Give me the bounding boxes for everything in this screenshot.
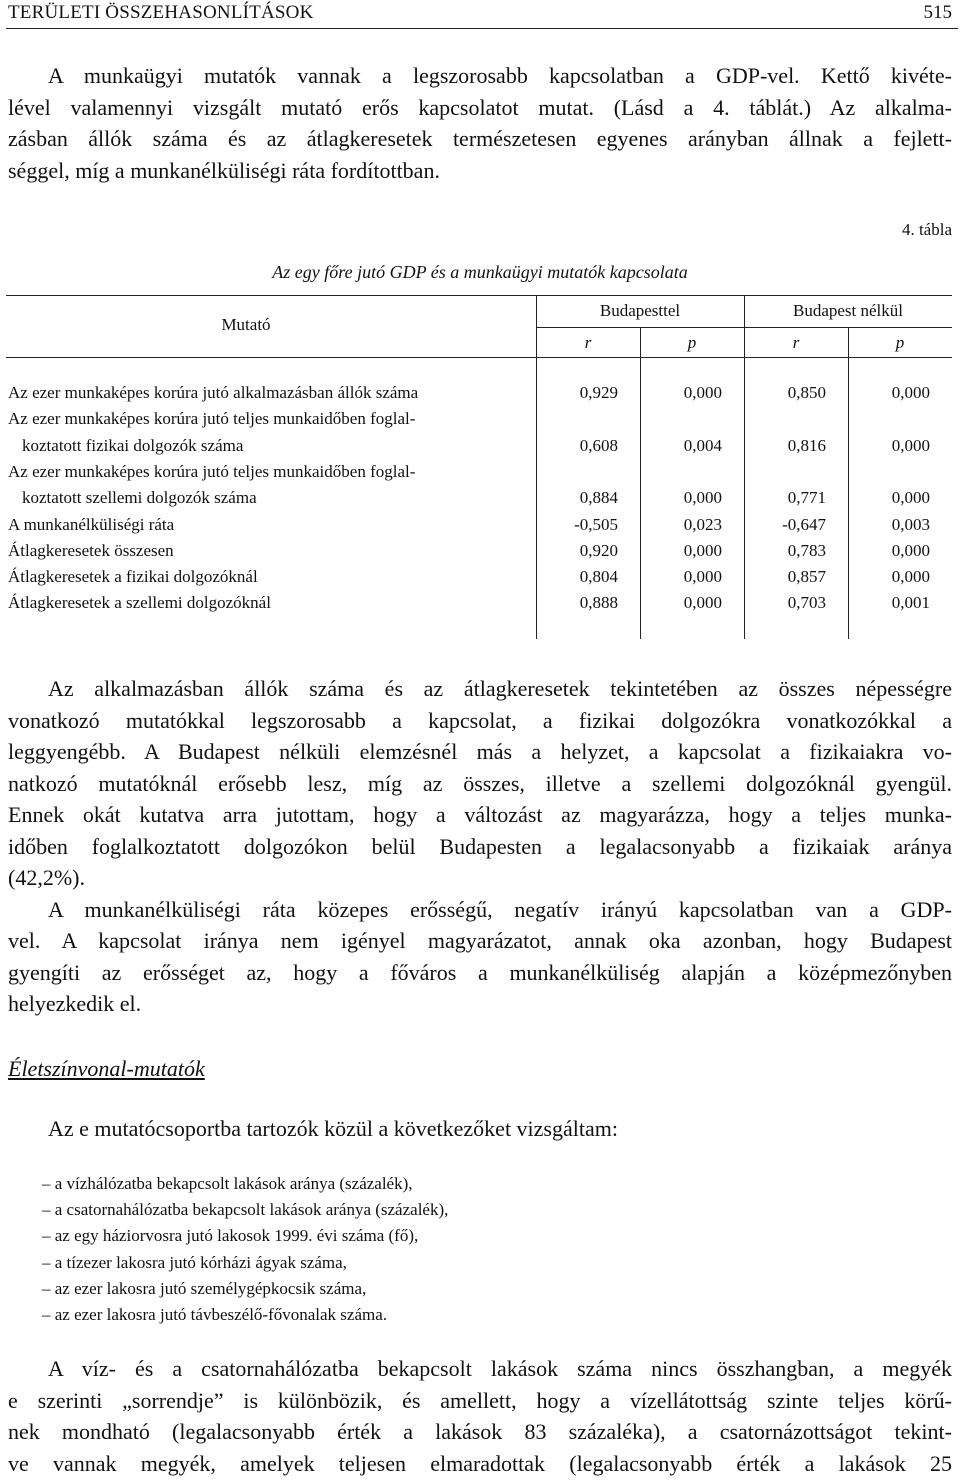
cell-value: 0,783 bbox=[787, 540, 826, 560]
cell-value: 0,001 bbox=[891, 593, 930, 613]
text-line: Az alkalmazásban állók száma és az átlagkeresetek tekintetében az összes népességre bbox=[48, 676, 952, 701]
text-line: leggyengébb. A Budapest nélküli elemzésnél más a helyzet, a kapcsolat a fizikaiakra vo- bbox=[8, 739, 952, 764]
list-item: – a vízhálózatba bekapcsolt lakások aránya (százalék), bbox=[42, 1174, 413, 1193]
row-label: Az ezer munkaképes korúra jutó teljes munkaidőben foglal- bbox=[8, 461, 416, 481]
running-header bbox=[6, 0, 958, 29]
text-line: natkozó mutatóknál erősebb lesz, míg az összes, illetve a szellemi dolgozóknál gyengül. bbox=[8, 770, 952, 796]
cell-value: 0,000 bbox=[891, 540, 930, 560]
list-item: – a csatornahálózatba bekapcsolt lakások aránya (százalék), bbox=[42, 1200, 449, 1220]
row-label: Átlagkeresetek összesen bbox=[8, 540, 174, 560]
header-p: p bbox=[895, 333, 905, 352]
list-item: – az ezer lakosra jutó személygépkocsik száma, bbox=[42, 1278, 367, 1298]
cell-value: 0,884 bbox=[579, 488, 618, 508]
header-r: r bbox=[792, 333, 800, 352]
cell-value: 0,000 bbox=[683, 488, 722, 508]
cell-value: -0,647 bbox=[782, 514, 826, 534]
text-line: lével valamennyi vizsgált mutató erős kapcsolatot mutat. (Lásd a 4. táblát.) Az alkalma- bbox=[8, 94, 952, 120]
cell-value: 0,888 bbox=[579, 593, 618, 613]
text-line: gyengíti az erősséget az, hogy a főváros a munkanélküliség alapján a középmezőnyben bbox=[8, 959, 952, 985]
text-line: A munkanélküliségi ráta közepes erősségű, negatív irányú kapcsolatban van a GDP- bbox=[48, 896, 952, 922]
indicator-list bbox=[42, 1171, 448, 1328]
text-line: Ennek okát kutatva arra jutottam, hogy a változást az magyarázza, hogy a teljes munka- bbox=[8, 802, 952, 827]
cell-value: 0,000 bbox=[683, 540, 722, 560]
row-label: Az ezer munkaképes korúra jutó teljes munkaidőben foglal- bbox=[8, 409, 416, 429]
row-label: Átlagkeresetek a fizikai dolgozóknál bbox=[8, 567, 258, 587]
table-top-rule bbox=[6, 295, 952, 296]
cell-value: -0,505 bbox=[574, 514, 618, 534]
text-line: (42,2%). bbox=[8, 865, 85, 890]
text-line: nek mondható (legalacsonyabb érték a lakások 83 százaléka), a csatornázottságot tekint- bbox=[8, 1419, 952, 1444]
text-line: vel. A kapcsolat iránya nem igényel magyarázatot, annak oka azonban, hogy Budapest bbox=[8, 928, 952, 953]
table-number: 4. tábla bbox=[901, 220, 952, 239]
text-line: időben foglalkoztatott dolgozókon belül Budapesten a legalacsonyabb a fizikaiak aránya bbox=[8, 833, 952, 859]
text-line: A munkaügyi mutatók vannak a legszorosabb kapcsolatban a GDP-vel. Kettő kivéte- bbox=[48, 63, 952, 88]
header-mutato: Mutató bbox=[221, 315, 271, 334]
cell-value: 0,920 bbox=[579, 540, 618, 560]
text-line: zásban állók száma és az átlagkeresetek természetesen egyenes arányban állnak a fejlett- bbox=[8, 126, 952, 151]
table-column-divider bbox=[640, 327, 641, 639]
final-paragraph bbox=[8, 1353, 952, 1479]
row-label: koztatott fizikai dolgozók száma bbox=[22, 435, 244, 455]
text-line: séggel, míg a munkanélküliségi ráta fordítottban. bbox=[8, 157, 440, 183]
cell-value: 0,000 bbox=[891, 567, 930, 587]
cell-value: 0,000 bbox=[891, 383, 930, 402]
row-label: Átlagkeresetek a szellemi dolgozóknál bbox=[8, 593, 271, 613]
text-line: helyezkedik el. bbox=[8, 991, 142, 1016]
row-label: Az ezer munkaképes korúra jutó alkalmazásban állók száma bbox=[8, 383, 419, 402]
row-label: koztatott szellemi dolgozók száma bbox=[22, 488, 257, 508]
cell-value: 0,000 bbox=[683, 593, 722, 613]
cell-value: 0,804 bbox=[579, 567, 618, 587]
header-budapesttel: Budapesttel bbox=[599, 301, 681, 320]
cell-value: 0,000 bbox=[891, 435, 930, 455]
row-label: A munkanélküliségi ráta bbox=[8, 514, 175, 534]
cell-value: 0,000 bbox=[683, 383, 722, 402]
section-intro: Az e mutatócsoportba tartozók közül a következőket vizsgáltam: bbox=[48, 1116, 618, 1141]
cell-value: 0,857 bbox=[787, 567, 826, 587]
cell-value: 0,003 bbox=[891, 514, 930, 534]
running-header-title: TERÜLETI ÖSSZEHASONLÍTÁSOK bbox=[8, 2, 314, 23]
cell-value: 0,816 bbox=[787, 435, 826, 455]
page-number: 515 bbox=[923, 2, 952, 23]
list-item: – a tízezer lakosra jutó kórházi ágyak száma, bbox=[42, 1252, 347, 1272]
list-item: – az egy háziorvosra jutó lakosok 1999. évi száma (fő), bbox=[42, 1226, 419, 1246]
cell-value: 0,850 bbox=[787, 383, 826, 402]
cell-value: 0,771 bbox=[787, 488, 826, 508]
table-header-rule bbox=[6, 357, 952, 358]
table-column-divider bbox=[848, 327, 849, 639]
section-title: Életszínvonal-mutatók bbox=[8, 1056, 205, 1081]
header-p: p bbox=[687, 333, 697, 352]
text-line: ve vannak megyék, amelyek teljesen elmaradottak (legalacsonyabb érték a lakások 25 bbox=[8, 1450, 952, 1476]
cell-value: 0,608 bbox=[579, 435, 618, 455]
cell-value: 0,703 bbox=[787, 593, 826, 613]
text-line: A víz- és a csatornahálózatba bekapcsolt lakások száma nincs összhangban, a megyék bbox=[48, 1356, 952, 1381]
text-line: e szerinti „sorrendje” is különbözik, és amellett, hogy a vízellátottság szinte teljes körű- bbox=[8, 1387, 952, 1413]
body-paragraph bbox=[8, 673, 952, 1020]
text-line: vonatkozó mutatókkal legszorosabb a kapcsolat, a fizikai dolgozókra vonatkozókkal a bbox=[8, 707, 952, 733]
cell-value: 0,000 bbox=[683, 567, 722, 587]
list-item: – az ezer lakosra jutó távbeszélő-fővonalak száma. bbox=[42, 1305, 388, 1325]
header-r: r bbox=[584, 333, 592, 352]
intro-paragraph bbox=[8, 60, 952, 186]
cell-value: 0,004 bbox=[683, 435, 722, 455]
header-budapest-nelkul: Budapest nélkül bbox=[792, 301, 903, 320]
cell-value: 0,023 bbox=[683, 514, 722, 534]
table-title: Az egy főre jutó GDP és a munkaügyi mutatók kapcsolata bbox=[272, 262, 688, 282]
cell-value: 0,929 bbox=[579, 383, 618, 402]
cell-value: 0,000 bbox=[891, 488, 930, 508]
